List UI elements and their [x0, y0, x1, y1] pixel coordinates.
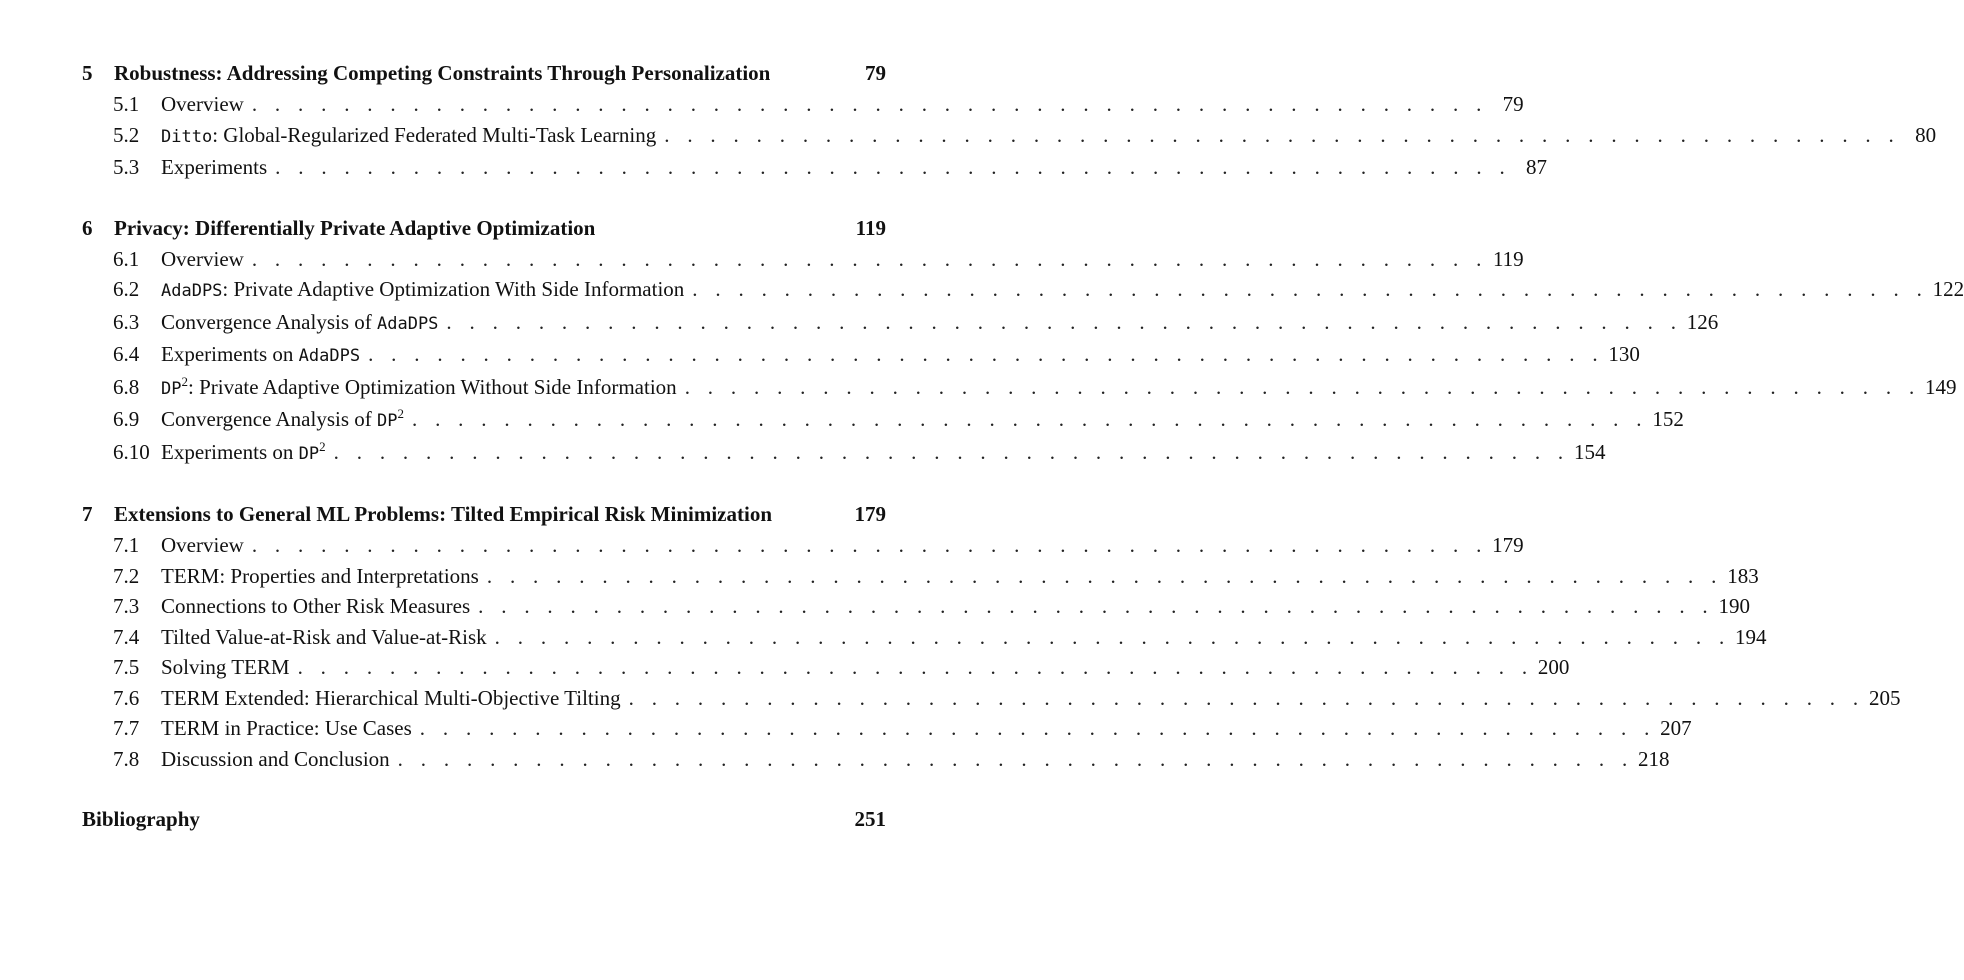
dot-leader: . . . . . . . . . . . . . . . . . . . . . . . . . . . . . . . . . . . . . . . . . . . . . . . . . . . . . . [251, 92, 1488, 116]
section-number: 6.3 [113, 309, 140, 334]
chapter-title: Extensions to General ML Problems: Tilted Empirical Risk Minimization [114, 502, 773, 526]
section-number: 7.4 [113, 624, 140, 649]
section-page: 218 [1638, 746, 1670, 771]
section-title: Overview [161, 246, 244, 271]
section-title: Convergence Analysis of $DP^2$ [161, 406, 404, 431]
section-title: AdaDPS: Private Adaptive Optimization With Side Information [161, 277, 685, 301]
toc-entry[interactable] [82, 152, 1547, 183]
dot-leader: . . . . . . . . . . . . . . . . . . . . . . . . . . . . . . . . . . . . . . . . . . . . . . . . . . . . . . [664, 122, 1901, 147]
section-number: 6.8 [113, 374, 140, 399]
section-title: Overview [161, 92, 244, 116]
section-number: 7.3 [113, 594, 140, 618]
section-page: 183 [1727, 563, 1759, 588]
bibliography-page: 251 [854, 807, 886, 831]
section-page: 179 [1492, 533, 1524, 557]
section-title: TERM in Practice: Use Cases [161, 716, 412, 740]
section-page: 200 [1537, 655, 1570, 679]
section-page: 119 [1492, 246, 1524, 271]
toc-entry[interactable] [82, 591, 1750, 622]
section-page: 149 [1925, 374, 1957, 399]
toc-entry[interactable] [82, 244, 1524, 275]
toc-entry[interactable] [82, 307, 1719, 340]
section-page: 154 [1573, 439, 1606, 464]
section-number: 5.1 [113, 92, 140, 116]
section-number: 7.7 [113, 716, 140, 740]
toc-entry[interactable] [82, 561, 1759, 592]
toc-entry[interactable] [82, 683, 1901, 714]
toc-entry[interactable] [82, 339, 1640, 372]
dot-leader: . . . . . . . . . . . . . . . . . . . . . . . . . . . . . . . . . . . . . . . . . . . . . . . . . . . . . . [275, 155, 1511, 179]
section-title: Tilted Value-at-Risk and Value-at-Risk [161, 624, 487, 649]
chapter-heading[interactable] [82, 499, 886, 530]
dot-leader: . . . . . . . . . . . . . . . . . . . . . . . . . . . . . . . . . . . . . . . . . . . . . . . . . . . . . . [684, 374, 1921, 399]
chapter-title: Privacy: Differentially Private Adaptive Optimization [114, 215, 596, 240]
chapter-page: 179 [854, 502, 886, 526]
chapter-6 [82, 213, 1964, 470]
toc-entry[interactable] [82, 404, 1684, 437]
section-title: Experiments [161, 155, 268, 179]
chapter-number: 5 [82, 61, 93, 85]
section-page: 130 [1608, 342, 1640, 366]
section-number: 6.1 [113, 246, 140, 271]
bibliography-title: Bibliography [82, 807, 200, 831]
dot-leader: . . . . . . . . . . . . . . . . . . . . . . . . . . . . . . . . . . . . . . . . . . . . . . . . . . . . . . [419, 716, 1656, 740]
section-page: 126 [1686, 309, 1719, 334]
section-page: 152 [1652, 407, 1684, 431]
section-number: 6.2 [113, 277, 140, 301]
section-title: Discussion and Conclusion [161, 746, 390, 771]
toc-entry[interactable] [82, 713, 1692, 744]
section-page: 122 [1932, 277, 1964, 301]
chapter-number: 7 [82, 502, 93, 526]
section-title: Ditto: Global-Regularized Federated Multi-Task Learning [161, 122, 657, 147]
toc-entry[interactable] [82, 274, 1964, 307]
section-number: 7.2 [113, 563, 140, 588]
section-page: 194 [1735, 624, 1767, 649]
section-page: 80 [1915, 122, 1937, 147]
section-number: 6.9 [113, 407, 140, 431]
chapter-page: 79 [865, 61, 886, 85]
section-title: TERM: Properties and Interpretations [161, 563, 479, 588]
chapter-page: 119 [855, 215, 886, 240]
section-title: Experiments on $DP^2$ [161, 438, 326, 464]
bibliography-entry[interactable] [82, 804, 886, 835]
section-title: $DP^2$: Private Adaptive Optimization Without Side Information [161, 373, 677, 399]
section-page: 207 [1660, 716, 1692, 740]
dot-leader: . . . . . . . . . . . . . . . . . . . . . . . . . . . . . . . . . . . . . . . . . . . . . . . . . . . . . . [494, 624, 1731, 649]
chapter-number: 6 [82, 215, 93, 240]
section-page: 205 [1868, 685, 1901, 710]
section-number: 7.6 [113, 685, 140, 710]
section-title: Overview [161, 533, 244, 557]
toc-entry[interactable] [82, 530, 1524, 561]
section-title: Experiments on AdaDPS [161, 342, 361, 366]
section-page: 79 [1502, 92, 1524, 116]
section-number: 5.2 [113, 122, 140, 147]
dot-leader: . . . . . . . . . . . . . . . . . . . . . . . . . . . . . . . . . . . . . . . . . . . . . . . . . . . . . . [251, 246, 1488, 271]
dot-leader: . . . . . . . . . . . . . . . . . . . . . . . . . . . . . . . . . . . . . . . . . . . . . . . . . . . . . . [297, 655, 1534, 679]
dot-leader: . . . . . . . . . . . . . . . . . . . . . . . . . . . . . . . . . . . . . . . . . . . . . . . . . . . . . . [446, 309, 1683, 334]
table-of-contents [82, 58, 1964, 835]
section-number: 7.8 [113, 746, 140, 771]
dot-leader: . . . . . . . . . . . . . . . . . . . . . . . . . . . . . . . . . . . . . . . . . . . . . . . . . . . . . . [478, 594, 1714, 618]
dot-leader: . . . . . . . . . . . . . . . . . . . . . . . . . . . . . . . . . . . . . . . . . . . . . . . . . . . . . . [692, 277, 1929, 301]
section-title: Convergence Analysis of AdaDPS [161, 309, 439, 334]
chapter-7 [82, 499, 1901, 774]
section-title: TERM Extended: Hierarchical Multi-Objective Tilting [161, 685, 621, 710]
toc-entry[interactable] [82, 744, 1670, 775]
dot-leader: . . . . . . . . . . . . . . . . . . . . . . . . . . . . . . . . . . . . . . . . . . . . . . . . . . . . . . [628, 685, 1865, 710]
toc-entry[interactable] [82, 372, 1957, 405]
section-page: 87 [1526, 155, 1547, 179]
dot-leader: . . . . . . . . . . . . . . . . . . . . . . . . . . . . . . . . . . . . . . . . . . . . . . . . . . . . . . [251, 533, 1488, 557]
section-page: 190 [1718, 594, 1750, 618]
section-number: 5.3 [113, 155, 140, 179]
toc-entry[interactable] [82, 437, 1606, 470]
section-number: 6.4 [113, 342, 140, 366]
section-number: 7.1 [113, 533, 140, 557]
section-number: 7.5 [113, 655, 140, 679]
toc-entry[interactable] [82, 89, 1524, 120]
toc-entry[interactable] [82, 622, 1767, 653]
chapter-title: Robustness: Addressing Competing Constraints Through Personalization [114, 61, 771, 85]
chapter-5 [82, 58, 1937, 183]
dot-leader: . . . . . . . . . . . . . . . . . . . . . . . . . . . . . . . . . . . . . . . . . . . . . . . . . . . . . . [486, 563, 1723, 588]
chapter-heading[interactable] [82, 213, 886, 244]
dot-leader: . . . . . . . . . . . . . . . . . . . . . . . . . . . . . . . . . . . . . . . . . . . . . . . . . . . . . . [368, 342, 1604, 366]
chapter-heading[interactable] [82, 58, 886, 89]
dot-leader: . . . . . . . . . . . . . . . . . . . . . . . . . . . . . . . . . . . . . . . . . . . . . . . . . . . . . . [333, 439, 1570, 464]
section-number: 6.10 [113, 439, 150, 464]
section-title: Solving TERM [161, 655, 290, 679]
dot-leader: . . . . . . . . . . . . . . . . . . . . . . . . . . . . . . . . . . . . . . . . . . . . . . . . . . . . . . [397, 746, 1634, 771]
section-title: Connections to Other Risk Measures [161, 594, 471, 618]
dot-leader: . . . . . . . . . . . . . . . . . . . . . . . . . . . . . . . . . . . . . . . . . . . . . . . . . . . . . . [411, 407, 1648, 431]
toc-entry[interactable] [82, 652, 1570, 683]
toc-entry[interactable] [82, 120, 1937, 153]
